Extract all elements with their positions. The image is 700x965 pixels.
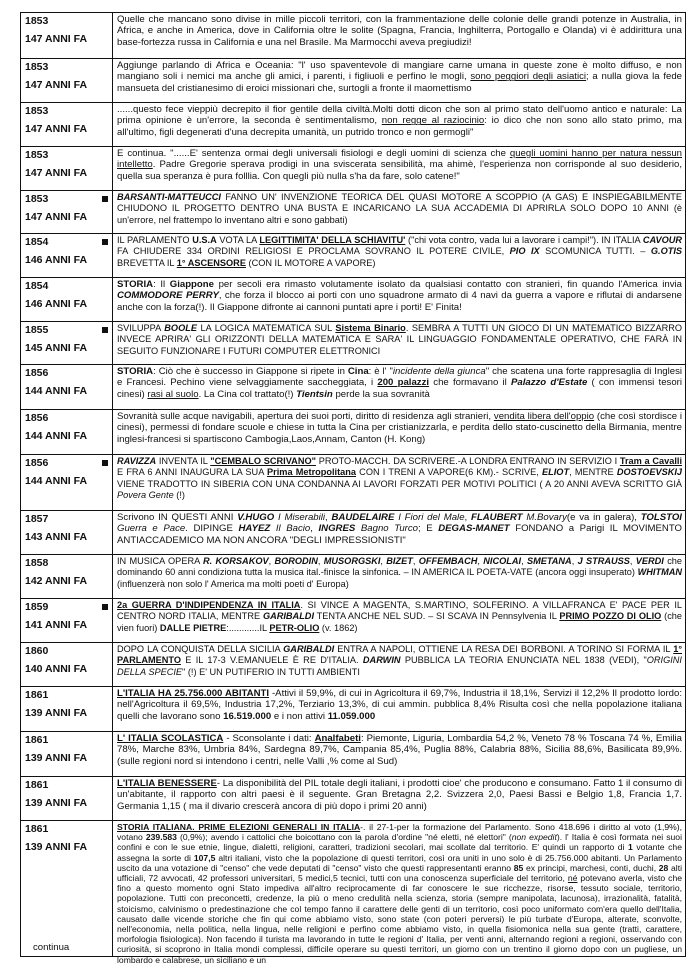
text-run: TENTA ANCHE NEL SUD. – SI SCAVA IN Pennsylvenia IL	[314, 611, 560, 622]
entry-row	[20, 146, 686, 191]
text-run: ......questo fece vieppiù decrepito il fior gentile della civiltà.Molti dotti dicon che son al primo stato dell'uomo antico e naturale: La prima opinione è un'errore, la seconda è sentimentalismo,	[117, 104, 682, 127]
text-run: ELIOT	[542, 467, 570, 478]
entry-year: 1856	[25, 367, 49, 379]
entry-row	[20, 642, 686, 687]
text-run: Sovranità sulle acque navigabili, apertura dei suoi porti, diritto di residenza agli stranieri,	[117, 411, 494, 422]
text-run: I Miserabili	[278, 512, 326, 523]
text-run: votante che assegna la sorte di	[117, 842, 682, 863]
entry-years-ago: 141 ANNI FA	[25, 619, 88, 631]
continued-label: continua	[33, 942, 70, 953]
date-cell	[21, 455, 113, 510]
text-run: :............IL	[226, 622, 270, 633]
text-run: . DIPINGE	[185, 523, 239, 535]
text-run: . La Cina col trattato(!)	[198, 388, 297, 400]
text-run: ,	[310, 523, 319, 535]
entry-row	[20, 686, 686, 732]
text-run: (che vien fuori)	[117, 611, 683, 633]
text-run: LEGITTIMITA' DELLA SCHIAVITU'	[259, 235, 406, 245]
entry-row	[20, 598, 686, 643]
entry-row	[20, 554, 686, 599]
entry-text	[113, 732, 685, 776]
text-run: PRIMO POZZO DI OLIO	[559, 611, 662, 622]
entry-text	[113, 455, 685, 510]
text-run: ; E	[418, 523, 439, 535]
entry-year: 1854	[25, 236, 49, 248]
text-run: : Il	[153, 279, 170, 290]
text-run: (che così stordisce i cinesi), permessi di fondare scuole e chiese in tutta la Cina per cristianizzarla, e perdita dello stato-cuscinetto della Birmania, mentre inglesi-francesi si spartiscono Cambogia,Laos,Annam, Canton (H. Kong)	[117, 411, 682, 445]
text-run: Bagno Turco	[360, 523, 419, 535]
entry-years-ago: 147 ANNI FA	[25, 33, 88, 45]
text-run: Scrivono IN QUESTI ANNI	[117, 512, 238, 523]
entry-text	[113, 821, 685, 965]
text-run: (!)	[173, 490, 185, 501]
text-run: DALLE PIETRE	[159, 622, 227, 633]
entry-row	[20, 409, 686, 455]
entry-row	[20, 364, 686, 410]
text-run: ,	[325, 512, 332, 523]
entry-row	[20, 454, 686, 511]
text-run: " (!) E' UN PUTIFERIO IN TUTTI AMBIENTI	[182, 666, 360, 677]
text-run: ( con immensi tesori cinesi)	[117, 377, 682, 400]
entry-year: 1856	[25, 457, 49, 469]
text-run: IL PARLAMENTO	[117, 235, 193, 245]
text-run: (e va in galera),	[566, 512, 641, 523]
text-run: : è l' "	[368, 366, 393, 377]
entry-years-ago: 146 ANNI FA	[25, 254, 88, 266]
text-run: ,	[629, 556, 636, 566]
entry-row	[20, 58, 686, 103]
text-run: GARIBALDI	[262, 611, 314, 622]
text-run: RAVIZZA	[117, 456, 157, 466]
text-run: Prima Metropolitana	[267, 467, 356, 478]
entry-years-ago: 143 ANNI FA	[25, 531, 88, 543]
entry-text	[113, 191, 685, 233]
text-run: sono peggiori degli asiatici	[470, 71, 587, 83]
text-run: -. il 27-1-per la formazione del Parlamento. Sono 418.696 i diritto al voto (1,9%), votano	[117, 822, 683, 843]
text-run: BAUDELAIRE	[331, 512, 395, 523]
entry-year: 1853	[25, 193, 49, 205]
date-cell	[21, 555, 113, 598]
text-run: E IL 17-3 V.EMANUELE È RE D'ITALIA.	[180, 655, 363, 666]
text-run: CON I TRENI A VAPORE(6 KM).- SCRIVE,	[355, 467, 543, 478]
text-run: STORIA	[117, 279, 154, 290]
text-run: ("chi vota contro, vada lui a lavorare i campi!"). IN ITALIA	[405, 235, 643, 245]
entry-year: 1858	[25, 557, 49, 569]
entry-row	[20, 277, 686, 322]
text-run: ,	[412, 556, 419, 566]
date-cell	[21, 732, 113, 776]
text-run: 107,5	[193, 852, 216, 863]
text-run: 200 palazzi	[377, 377, 430, 389]
entry-row	[20, 820, 686, 965]
date-cell	[21, 234, 113, 277]
entry-years-ago: 145 ANNI FA	[25, 342, 88, 354]
text-run: WHITMAN	[637, 567, 682, 578]
text-run: 28	[658, 862, 669, 873]
date-cell	[21, 777, 113, 820]
entry-years-ago: 144 ANNI FA	[25, 385, 88, 397]
text-run: INGRES	[318, 523, 356, 535]
text-run: PUBBLICA LA TEORIA ENUNCIATA NEL 1838 (VEDI), "	[400, 655, 647, 666]
text-run: PETR-OLIO	[269, 622, 320, 633]
entry-year: 1853	[25, 105, 49, 117]
text-run: 239.583	[145, 832, 177, 843]
text-run: ENTRA A NAPOLI, OTTIENE LA RESA DEI BORBONI. A TORINO SI FORMA IL	[334, 644, 674, 654]
text-run: alti ufficiali, 72 avvocati, 42 professori universitari, 5 medici,5 tecnici, tutti con una conoscenza superficiale del territorio,	[117, 862, 682, 884]
text-run: ,	[380, 556, 387, 566]
text-run: LA LOGICA MATEMATICA SUL	[196, 323, 336, 333]
date-cell	[21, 147, 113, 190]
text-run: . SI VINCE A MAGENTA, S.MARTINO, SOLFERINO. A VILLAFRANCA E' PACE PER IL CENTRO NORD ITALIA, MENTRE	[117, 600, 683, 622]
date-cell	[21, 13, 113, 58]
text-run: - La disponibilità del PIL totale degli italiani, i prodotti cioe' che producono e consumano. Fatto 1 il consumo di un'abitante, il rapporto con altri paesi è il seguente. Gran Bretagna 2,2. Svizzera 2,0, Paesi Bassi e Belgio 1,8, Francia 1,7. Germania 1,15 ( ma il divario crescerà ancora di più dopo i primi 20 anni)	[117, 778, 682, 812]
entry-row	[20, 190, 686, 234]
date-cell	[21, 191, 113, 233]
date-cell	[21, 687, 113, 731]
text-run: VERDI	[635, 556, 664, 566]
marker-square-icon	[102, 460, 108, 466]
entry-year: 1857	[25, 513, 49, 525]
entry-text	[113, 147, 685, 190]
date-cell	[21, 278, 113, 321]
text-run: GARIBALDI	[283, 644, 335, 654]
text-run: perde la sua sovranità	[332, 388, 430, 400]
marker-square-icon	[102, 239, 108, 245]
text-run: V.HUGO	[237, 512, 275, 523]
entry-year: 1853	[25, 149, 49, 161]
text-run: Tram a Cavalli	[619, 456, 683, 466]
text-run: MUSORGSKI	[323, 556, 381, 566]
text-run: vendita libera dell'oppio	[493, 411, 595, 422]
entry-text	[113, 777, 685, 820]
entry-year: 1853	[25, 15, 49, 27]
text-run: Povera Gente	[117, 490, 174, 501]
text-run: Giappone	[169, 279, 214, 290]
text-run: ,	[477, 556, 484, 566]
entry-year: 1855	[25, 324, 49, 336]
text-run: L'ITALIA HA 25.756.000 ABITANTI	[117, 688, 270, 699]
text-run: BARSANTI-MATTEUCCI	[117, 192, 221, 202]
text-run: potevano averla, visto che fino a questo momento ogni Stato impediva all'altro reciprocamente di far conoscere le sue ricchezze, risorse, tessuto sociale, territorio, popolazione. Tutti con preconcetti, credenze, la più o meno credulità nella scienza, storia (sempre manipolata, lacunosa), irrazionalità, fatalità, stoicismo, calvinismo o predestinazione che col tempo fanno il carattere delle genti di un territorio, così poco uniformato com'era quello dell'Italia, causato dalle vicende storiche che fin qui come abbiamo visto, sono state (con poteri perversi) le più turbate d'Europa, alterate, sconvolte, nell'economia, nella politica, nella lingua, nelle religioni e perfino come abbiamo visto, in quella fisiomonica nella sua gente (tratti, carattere, morfologia fisiologica). Non facendo il turista ma lavorando in tutte le regioni d' Italia, per venti anni, alternando regioni a regioni, osservando con curiosità, si scoprono in Italia mondi complessi, difficile operare su questi territori, un giorno con un trentino il giorno dopo con un pugliese, un lombardo e calabrese, un siciliano e un	[117, 873, 683, 965]
text-run: 1° PARLAMENTO	[117, 644, 682, 666]
text-run: ex principi, marchesi, conti, duchi,	[523, 862, 659, 873]
text-run: E continua. "......E' sentenza ormai degli universali fisiologi e degli uomini di scienza che	[117, 148, 510, 159]
text-run: TOLSTOI	[640, 512, 682, 523]
entry-years-ago: 147 ANNI FA	[25, 79, 88, 91]
text-run: INVENTA IL	[156, 456, 211, 466]
entry-years-ago: 146 ANNI FA	[25, 298, 88, 310]
text-run: (influenzerà non solo l' America ma molti poeti d' Europa)	[117, 578, 349, 589]
text-run: FONDANO a Parigi IL MOVIMENTO ANTIACCADEMICO MA NON ANCORA "DEGLI IMPRESSIONISTI"	[117, 523, 682, 546]
text-run: . Padre Gregorie sperava prodigi in una sviscerata sensibilità, ma ahimè, l'esperienza non corrisponde al suo desiderio, quella sua speranza è pura folllia. Con quegli più nulla s'ha da fare, solo catene!"	[117, 159, 682, 182]
text-run: che dominando 60 anni condiziona tutta la musica ital.-finisce la sinfonica. – IN AMERICA IL POETA-VATE (ancora oggi insuperato)	[117, 556, 683, 578]
text-run: " che scatena una forte rappresaglia di Inglesi e Francesi. Pechino viene selvaggiamente saccheggiata, i	[117, 366, 683, 389]
entry-text	[113, 511, 685, 554]
text-run: che formavano il	[429, 377, 511, 389]
marker-square-icon	[102, 327, 108, 333]
marker-square-icon	[102, 196, 108, 202]
entry-year: 1861	[25, 734, 49, 746]
text-run: VIENE TRADOTTO IN SIBERIA CON UNA CONDANNA AI LAVORI FORZATI PER MOTIVI POLITICI ( A 20 ANNI AVEVA SCRITTO GIÀ	[117, 478, 682, 489]
text-run: STORIA	[117, 366, 154, 377]
text-run: OFFEMBACH	[418, 556, 478, 566]
entry-text	[113, 410, 685, 454]
entry-years-ago: 139 ANNI FA	[25, 707, 88, 719]
text-run: Guerra e Pace	[117, 523, 186, 535]
text-run: Sistema Binario	[335, 323, 406, 333]
text-run: (v. 1862)	[319, 622, 358, 633]
date-cell	[21, 821, 113, 956]
text-run: (CON IL MOTORE A VAPORE)	[245, 257, 376, 268]
entry-row	[20, 102, 686, 147]
text-run: ,	[317, 556, 324, 566]
text-run: G.OTIS	[650, 246, 683, 257]
text-run: FLAUBERT	[471, 512, 523, 523]
text-run: 85	[513, 862, 524, 873]
text-run: per secoli era rimasto volutamente isolato da qualsiasi contatto con stranieri, fin quando l'America invia	[213, 279, 683, 290]
entry-year: 1854	[25, 280, 49, 292]
text-run: HAYEZ	[238, 523, 271, 535]
text-run: , che forza il blocco ai porti con uno squadrone armato di 4 navi da guerra a vapore e riflutai di andarsene anche con la forza(!). Il Giappone difronte ai cannoni puntati apre i porti! E' Finita!	[117, 290, 682, 313]
text-run: DARWIN	[362, 655, 401, 666]
text-run: ORIGINI DELLA SPECIE	[117, 655, 682, 677]
entry-row	[20, 731, 686, 777]
text-run: incidente della giunca	[392, 366, 486, 377]
text-run: SVILUPPA	[117, 323, 165, 333]
text-run: DOSTOEVSKIJ	[616, 467, 682, 478]
text-run: Cina	[347, 366, 369, 377]
text-run: NICOLAI	[483, 556, 522, 566]
text-run: J STRAUSS	[577, 556, 630, 566]
date-cell	[21, 643, 113, 686]
text-run: : io dico che non sono allo stato primo, ma all'ultimo, figli degenerati d'una decrepita umanità, un putrido tronco e non germogli"	[117, 115, 682, 138]
entry-year: 1861	[25, 779, 49, 791]
entry-text	[113, 555, 685, 598]
entry-years-ago: 139 ANNI FA	[25, 841, 88, 853]
entry-year: 1856	[25, 412, 49, 424]
text-run: BOOLE	[164, 323, 197, 333]
text-run: R. KORSAKOV	[203, 556, 269, 566]
text-run: Analfabeti	[314, 733, 361, 744]
entry-year: 1853	[25, 61, 49, 73]
entry-row	[20, 233, 686, 278]
entry-year: 1861	[25, 823, 49, 835]
marker-square-icon	[102, 604, 108, 610]
text-run: ,	[464, 512, 471, 523]
text-run: Palazzo d'Estate	[510, 377, 588, 389]
entry-years-ago: 140 ANNI FA	[25, 663, 88, 675]
text-run: PROTO-MACCH. DA SCRIVERE.-A LONDRA ENTRANO IN SERVIZIO I	[315, 456, 620, 466]
text-run: FA CHIUDERE 334 ORDINI RELIGIOSI E PROCLAMA SOVRANO IL POTERE CIVILE,	[117, 246, 510, 257]
text-run: Aggiunge parlando di Africa e Oceania: "l' uso spaventevole di mangiare carne umana in queste zone è molto diffuso, e non mangiano soli i nemici ma anche gli amici, i parenti, i figliuoli e perfino le mogli,	[117, 60, 682, 83]
text-run: : Piemonte, Liguria, Lombardia 54,2 %, Veneto 78 % Toscana 74 %, Emilia 78%, Marche 83%, Umbria 84%, Sardegna 89,7%, Campania 85,4%, Puglia 88%, Calabria 88%, Sicilia 88,6%, Basilicata 89,9%. (sulle regioni nord si intendono i centri, nelle Valli ,% come al Sud)	[117, 733, 683, 767]
text-run: Tientsin	[296, 388, 333, 400]
text-run: M.Bovary	[526, 512, 567, 523]
entry-text	[113, 234, 685, 277]
text-run: Quelle che mancano sono divise in mille piccoli territori, con la frammentazione delle colonie delle grandi potenze in Australia, in Africa, e anche in America, dove in California oltre le solite (Spagna, Francia, Inghilterra, Portogallo e Olanda) vi è addirittura una base-fortezza russa in California e una nel Brasile. Ma Marmocchi aveva pregiudizi!	[117, 14, 682, 48]
text-run: 1	[628, 842, 633, 853]
text-run: DOPO LA CONQUISTA DELLA SICILIA	[117, 644, 284, 654]
entry-year: 1859	[25, 601, 49, 613]
text-run: . SEMBRA A TUTTI UN GIOCO DI UN MATEMATICO BIZZARRO INVECE APRIRA' GLI ORIZZONTI DELLA MATEMATICA E SARA' IL LINGUAGGIO FONDAMENTALE OPERATIVO, CHE FARÀ IN SEGUITO FUNZIONARE I FUTURI COMPUTER ELETTRONICI	[117, 323, 682, 356]
entry-text	[113, 643, 685, 686]
text-run: e i non attivi	[271, 710, 328, 722]
text-run: L'ITALIA BENESSERE	[117, 778, 217, 789]
entry-text	[113, 59, 685, 102]
text-run: E FRA 6 ANNI INAUGURA LA SUA	[117, 467, 268, 478]
text-run: ,	[268, 556, 275, 566]
text-run: BORODIN	[274, 556, 318, 566]
text-run: STORIA ITALIANA. PRIME ELEZIONI GENERALI IN ITALIA	[117, 822, 361, 832]
text-run: "CEMBALO SCRIVANO"	[210, 456, 316, 466]
text-run: 11.059.000	[327, 710, 376, 722]
date-cell	[21, 599, 113, 642]
entry-row	[20, 510, 686, 555]
text-run: 1° ASCENSORE	[176, 257, 246, 268]
text-run: né	[567, 873, 578, 884]
text-run: Il Bacio	[275, 523, 311, 535]
entry-years-ago: 139 ANNI FA	[25, 797, 88, 809]
text-run: ,	[571, 556, 578, 566]
text-run: IN MUSICA OPERA	[117, 556, 204, 566]
text-run: SCOMUNICA TUTTI. –	[539, 246, 651, 257]
entry-years-ago: 144 ANNI FA	[25, 430, 88, 442]
text-run: COMMODORE PERRY	[117, 290, 219, 302]
text-run: ,	[521, 556, 527, 566]
text-run: - Sconsolante i dati:	[223, 733, 315, 744]
text-run: PIO IX	[509, 246, 540, 257]
text-run: BREVETTA IL	[117, 257, 177, 268]
entry-row	[20, 776, 686, 821]
date-cell	[21, 410, 113, 454]
text-run: ; a nulla giova la fede mansueta del cristianesimo di eroici missionari che, surtogli a fronte il maomettismo	[117, 71, 682, 94]
date-cell	[21, 322, 113, 364]
text-run: (0,9%); avendo i cattolici che boicottano con la parola d'ordine "né eletti, né elettori" (	[176, 832, 512, 843]
text-run: VOTA LA	[216, 235, 260, 245]
entry-row	[20, 12, 686, 59]
text-run: -Attivi il 59,9%, di cui in Agricoltura il 69,7%, Industria il 18,1%, Servizi il 12,2% Il prodotto lordo: nell'Agricoltura il 69,5%, Industria 17,2%, Terziario 13,3%, di cui ammin. pubblica 8,4% Risulta così che nella popolazione italiana quelli che lavorano sono	[117, 688, 682, 722]
entry-text	[113, 599, 685, 642]
text-run: BIZET	[386, 556, 413, 566]
date-cell	[21, 511, 113, 554]
date-cell	[21, 365, 113, 409]
text-run: ). l' Italia è così formata nei suoi confini e con le sue etnie, lingue, dialetti, religioni, caratteri, tradizioni secolari, mai scollate dal territorio. E' quindi un rapporto di	[117, 832, 682, 853]
page-table	[20, 12, 686, 965]
date-cell	[21, 59, 113, 102]
text-run: 2a GUERRA D'INDIPENDENZA IN ITALIA	[117, 600, 301, 610]
entry-years-ago: 147 ANNI FA	[25, 211, 88, 223]
text-run: , MENTRE	[569, 467, 617, 478]
text-run: quegli uomini hanno per natura nessun intelletto	[117, 148, 682, 171]
entry-text	[113, 687, 685, 731]
text-run: DEGAS-MANET	[438, 523, 510, 535]
entry-text	[113, 103, 685, 146]
entry-years-ago: 142 ANNI FA	[25, 575, 88, 587]
text-run: : Ciò che è successo in Giappone si ripete in	[153, 366, 348, 377]
text-run: CAVOUR	[642, 235, 682, 245]
entry-years-ago: 144 ANNI FA	[25, 475, 88, 487]
text-run: 16.519.000	[223, 710, 272, 722]
entry-year: 1860	[25, 645, 49, 657]
date-cell	[21, 103, 113, 146]
text-run: non regge al raziocinio	[381, 115, 485, 127]
text-run: U.S.A	[192, 235, 217, 245]
text-run: rasi al suolo	[147, 388, 199, 400]
text-run: altri italiani, visto che la popolazione di questi territori, così ora uniti in uno solo è di 25.756.000 abitanti. Un Parlamento uscito da una votazione di "censo" che vede deputati di "censo" visto che questi rappresentanti eranno	[117, 852, 682, 873]
text-run: FANNO UN' INVENZIONE TEORICA DEL QUASI MOTORE A SCOPPIO (A GAS) E INSPIEGABILMENTE CHIUDONO IL PROGETTO DENTRO UNA BUSTA E INCARICANO LA SUA ACCADEMIA DI APRIRLA SOLO DOPO 10 ANNI (è un'errore, nel frattempo lo inventano altri e sono gabbati)	[117, 192, 682, 225]
entry-years-ago: 147 ANNI FA	[25, 167, 88, 179]
entry-text	[113, 365, 685, 409]
entry-row	[20, 321, 686, 365]
entry-text	[113, 322, 685, 364]
entry-year: 1861	[25, 689, 49, 701]
entry-text	[113, 13, 685, 58]
entry-years-ago: 147 ANNI FA	[25, 123, 88, 135]
entry-text	[113, 278, 685, 321]
text-run: non expedit	[511, 832, 557, 843]
entry-years-ago: 139 ANNI FA	[25, 752, 88, 764]
text-run: L' ITALIA SCOLASTICA	[117, 733, 224, 744]
text-run: SMETANA	[526, 556, 572, 566]
text-run: I Fiori del Male	[398, 512, 465, 523]
